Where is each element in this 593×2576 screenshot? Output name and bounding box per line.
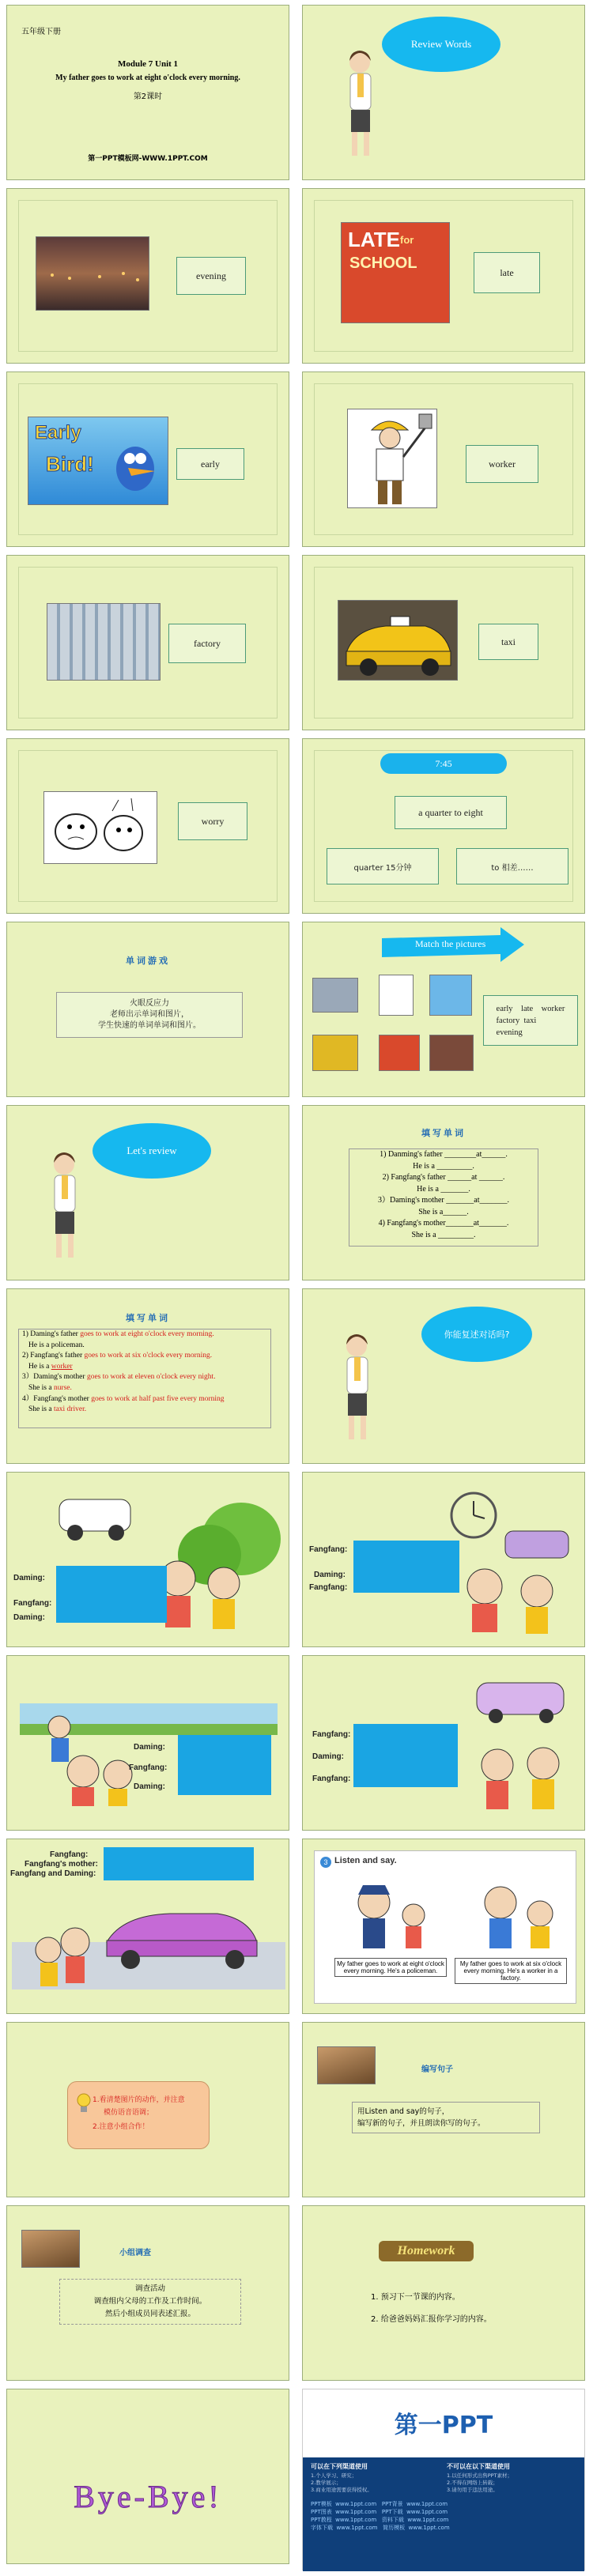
listen-illustrations <box>319 1871 570 1950</box>
tips-line-2: 模仿语音语调； <box>104 2109 154 2117</box>
answer-cover-box <box>353 1724 458 1787</box>
slide-homework[interactable] <box>302 2205 585 2381</box>
listen-caption-2: My father goes to work at six o'clock every morning. He's a worker in a factory. <box>455 1958 567 1984</box>
speaker-daming-6: Daming: <box>312 1752 344 1761</box>
footer-link[interactable]: PPT背景 <box>381 2501 403 2507</box>
time-pill: 7:45 <box>380 753 507 774</box>
homework-title: Homework <box>379 2241 474 2261</box>
footer-link[interactable]: 简历模板 <box>383 2525 406 2531</box>
speaker-fangfang-5: Fangfang: <box>312 1730 351 1739</box>
late-for-school-book: LATE for SCHOOL <box>341 222 450 323</box>
match-word-list: early late worker factory taxi evening <box>483 995 578 1046</box>
footer-col2-line-1: 1.以任何形式出售PPT素材； <box>447 2472 513 2479</box>
phrase-quarter-to-eight: a quarter to eight <box>395 796 507 829</box>
answers-box: 1) Daming's father goes to work at eight o'clock every morning. He is a policeman. 2) Fangfang's father goes to work at six o'clock every morning. He is a worker 3）Daming's mother goes to work at eleven o'clock every night. She is a nurse. 4）Fangfang's mother goes to work at half past five every morning She is a taxi driver. <box>18 1329 271 1428</box>
cover-title-1: Module 7 Unit 1 <box>117 59 179 69</box>
match-pic-taxi <box>312 1035 358 1071</box>
tips-line-1: 1.看清楚图片的动作，并注意 <box>93 2096 185 2104</box>
puppy-photo <box>21 2230 80 2268</box>
answer-cover-box <box>178 1735 271 1795</box>
footer-logo: 第一PPT <box>394 2412 493 2439</box>
answers-title: 填写单词 <box>126 1313 170 1323</box>
factory-photo <box>47 603 161 681</box>
footer-col2-line-2: 2.不得在网络上转载； <box>447 2480 498 2486</box>
slide-cover[interactable] <box>6 5 289 180</box>
footer-col1-title: 可以在下列渠道使用 <box>311 2463 368 2470</box>
slide-listen-and-say[interactable] <box>302 1839 585 2014</box>
answer-cover-box <box>353 1541 459 1593</box>
puppy-photo <box>317 2046 376 2084</box>
slide-fill-words[interactable] <box>302 1105 585 1280</box>
slide-group-survey[interactable] <box>6 2205 289 2381</box>
early-bird-picture: Early Bird! <box>28 417 168 505</box>
slide-tips[interactable] <box>6 2022 289 2197</box>
footer-ad[interactable] <box>302 2389 585 2570</box>
slide-early[interactable] <box>6 372 289 547</box>
note-quarter: quarter 15分钟 <box>327 848 439 884</box>
word-early: early <box>176 448 244 480</box>
lets-review-cloud: Let's review <box>93 1123 211 1179</box>
lightbulb-icon <box>75 2092 93 2114</box>
speaker-daming-5: Daming: <box>134 1782 165 1791</box>
bye-bye-text: Bye-Bye! <box>74 2479 222 2514</box>
slide-dialogue-1[interactable] <box>6 1472 289 1647</box>
cover-title-2: My father goes to work at eight o'clock every morning. <box>55 74 240 82</box>
footer-link[interactable]: PPT模板 <box>311 2501 332 2507</box>
answer-cover-box <box>56 1566 167 1623</box>
speaker-daming-2: Daming: <box>13 1613 45 1622</box>
match-pic-early-bird <box>429 975 472 1016</box>
slide-bye[interactable] <box>6 2389 289 2564</box>
fill-box: 1) Danming's father ________at______. He is a _________. 2) Fangfang's father ______at ______. He is a _______. 3）Daming's mother _______at_______. She is a______. 4) Fangfang's mother_______at_______. She is a _________. <box>349 1148 538 1247</box>
footer-links: PPT模板 www.1ppt.com PPT背景 www.1ppt.com PPT图表 www.1ppt.com PPT下载 www.1ppt.com PPT教程 www.1ppt.com 资料下载 www.1ppt.com 字体下载 www.1ppt.com 简历模板 www.1ppt.com <box>311 2501 450 2531</box>
slide-dialogue-4[interactable] <box>302 1655 585 1831</box>
match-pic-worker <box>379 975 414 1016</box>
slide-review-words[interactable] <box>302 5 585 180</box>
footer-link[interactable]: PPT下载 <box>381 2509 403 2515</box>
site-label: 第一PPT模板网-WWW.1PPT.COM <box>88 155 208 163</box>
footer-col1-line-3: 3.商业用途需要获得授权。 <box>311 2487 372 2493</box>
listen-number-badge: 3 <box>320 1857 331 1868</box>
fill-title: 填写单词 <box>421 1128 466 1138</box>
footer-col2-line-3: 3.请勿用于违法用途。 <box>447 2487 498 2493</box>
game-title: 单词游戏 <box>126 956 170 966</box>
speaker-daming-1: Daming: <box>13 1574 45 1582</box>
speaker-daming-3: Daming: <box>314 1571 346 1579</box>
slide-lets-review[interactable] <box>6 1105 289 1280</box>
speaker-fangfang-6: Fangfang: <box>312 1775 351 1783</box>
word-worker: worker <box>466 445 538 483</box>
worker-picture <box>347 409 437 508</box>
speaker-daming-4: Daming: <box>134 1743 165 1752</box>
speaker-fangfang-4: Fangfang: <box>129 1763 168 1772</box>
match-pic-factory <box>312 978 358 1013</box>
slide-match-pictures[interactable] <box>302 922 585 1097</box>
teacher-figure <box>334 1329 382 1447</box>
word-factory: factory <box>168 624 246 663</box>
review-words-cloud: Review Words <box>382 17 500 72</box>
lesson-label: 第2课时 <box>133 92 163 101</box>
slide-quarter[interactable] <box>302 738 585 914</box>
write-box: 用Listen and say的句子， 编写新的句子，并且朗读你写的句子。 <box>352 2102 540 2133</box>
slide-evening[interactable] <box>6 188 289 364</box>
answer-cover-box <box>104 1847 254 1880</box>
survey-box: 调查活动 调查组内父母的工作及工作时间。 然后小组成员同表述汇报。 <box>59 2279 241 2325</box>
match-pic-evening <box>429 1035 474 1071</box>
homework-item-1: 1. 预习下一节课的内容。 <box>371 2293 460 2302</box>
slide-late[interactable] <box>302 188 585 364</box>
slide-worker[interactable] <box>302 372 585 547</box>
dialogue-5-scene <box>12 1887 285 1990</box>
word-taxi: taxi <box>478 624 538 660</box>
slide-factory[interactable] <box>6 555 289 730</box>
evening-street-photo <box>36 236 149 311</box>
footer-col1-line-2: 2.教学展示； <box>311 2480 342 2486</box>
word-evening: evening <box>176 257 246 295</box>
slide-write-sentences[interactable] <box>302 2022 585 2197</box>
slide-dialogue-5[interactable] <box>6 1839 289 2014</box>
taxi-photo <box>338 600 458 681</box>
speaker-fangfangs-mother: Fangfang's mother: <box>25 1860 98 1869</box>
slide-worry[interactable] <box>6 738 289 914</box>
slide-dialogue-3[interactable] <box>6 1655 289 1831</box>
tips-line-3: 2.注意小组合作！ <box>93 2123 149 2131</box>
match-pic-late <box>379 1035 420 1071</box>
retell-cloud: 你能复述对话吗? <box>421 1307 532 1362</box>
homework-item-2: 2. 给爸爸妈妈汇报你学习的内容。 <box>371 2315 492 2324</box>
slide-dialogue-2[interactable] <box>302 1472 585 1647</box>
slide-fill-answers[interactable] <box>6 1288 289 1464</box>
teacher-figure <box>338 45 385 164</box>
speaker-fangfang-3: Fangfang: <box>309 1583 348 1592</box>
footer-url[interactable]: www.1ppt.com <box>335 2501 377 2507</box>
listen-title: Listen and say. <box>334 1856 397 1865</box>
word-late: late <box>474 252 540 293</box>
slide-word-game[interactable] <box>6 922 289 1097</box>
footer-link[interactable]: 资料下载 <box>381 2517 404 2523</box>
match-banner-text: Match the pictures <box>415 938 486 949</box>
word-worry: worry <box>178 802 247 840</box>
footer-col1-line-1: 1.个人学习、研究； <box>311 2472 357 2479</box>
grade-label: 五年级下册 <box>21 28 61 36</box>
footer-link[interactable]: PPT图表 <box>311 2509 332 2515</box>
note-to: to 相差…… <box>456 848 568 884</box>
write-title: 编写句子 <box>421 2065 453 2074</box>
speaker-fangfang-2: Fangfang: <box>309 1545 348 1554</box>
worry-cartoon <box>43 791 157 864</box>
survey-title: 小组调查 <box>119 2249 151 2257</box>
slide-taxi[interactable] <box>302 555 585 730</box>
footer-link[interactable]: PPT教程 <box>311 2517 332 2523</box>
teacher-figure <box>42 1147 89 1265</box>
slide-retell[interactable] <box>302 1288 585 1464</box>
footer-col2-title: 不可以在以下渠道使用 <box>447 2463 510 2470</box>
listen-caption-1: My father goes to work at eight o'clock every morning. He's a policeman. <box>334 1958 447 1977</box>
speaker-fangfang-7: Fangfang: <box>50 1850 89 1859</box>
game-box: 火眼反应力 老师出示单词和图片， 学生快速的单词单词和图片。 <box>56 992 243 1038</box>
speaker-fangfang-1: Fangfang: <box>13 1599 52 1608</box>
dialogue-4-scene <box>461 1672 580 1814</box>
speaker-fangfang-and-daming: Fangfang and Daming: <box>10 1869 96 1878</box>
footer-link[interactable]: 字体下载 <box>311 2525 333 2531</box>
